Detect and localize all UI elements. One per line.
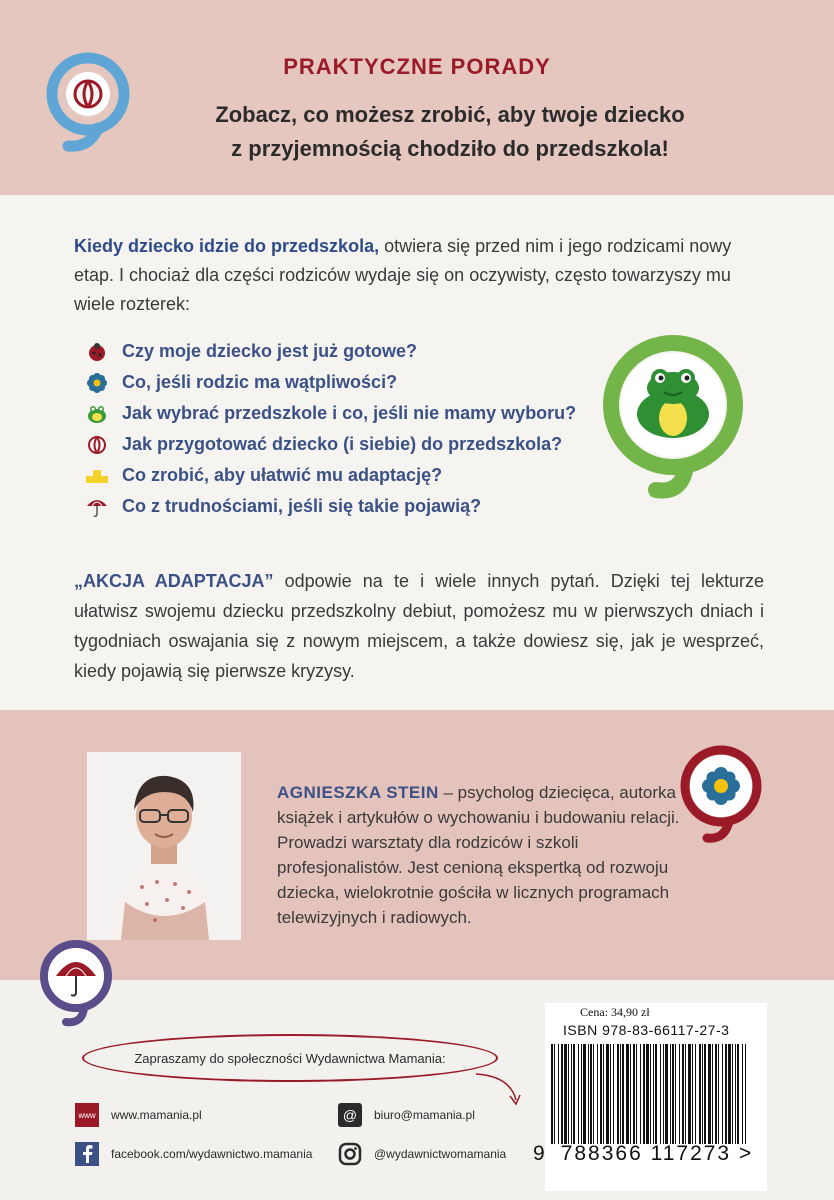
barcode-bar xyxy=(655,1044,657,1144)
author-bio xyxy=(277,780,697,930)
intro-text: otwiera się przed nim i jego rodzicami nowy etap. I chociaż dla części rodziców wydaje się on oczywisty, często towarzyszy mu wiele rozterek: xyxy=(74,236,732,314)
barcode-bar xyxy=(583,1044,586,1144)
flower-icon xyxy=(84,371,110,395)
barcode-bar xyxy=(581,1044,582,1144)
barcode-bar xyxy=(622,1044,624,1144)
umbrella-icon xyxy=(84,495,110,519)
lead-title: „AKCJA ADAPTACJA” xyxy=(74,571,274,591)
instagram-link[interactable]: @wydawnictwomamania xyxy=(338,1142,506,1166)
price-label: Cena: 34,90 zł xyxy=(580,1005,650,1019)
barcode-bar xyxy=(571,1044,572,1144)
barcode-bar xyxy=(695,1044,696,1144)
header-subtitle: Zobacz, co możesz zrobić, aby twoje dziecko z przyjemnością chodziło do przedszkola! xyxy=(215,102,685,161)
blocks-icon xyxy=(84,464,110,488)
barcode-bar xyxy=(670,1044,671,1144)
barcode-bar xyxy=(699,1044,701,1144)
lead-text: odpowie na te i wiele innych pytań. Dzięki tej lekturze ułatwisz swojemu dziecku przedszkolny debiut, pomożesz mu w pierwszych dniach i tygodniach oswajania się z nowym miejscem, a także dowiesz się, jak je wesprzeć, kiedy pojawią się pierwsze kryzysy. xyxy=(74,571,764,681)
list-item: Jak przygotować dziecko (i siebie) do przedszkola? xyxy=(84,429,576,460)
intro-paragraph xyxy=(74,232,754,319)
barcode-bar xyxy=(718,1044,719,1144)
www-icon: www xyxy=(75,1103,99,1127)
barcode-bar xyxy=(561,1044,563,1144)
barcode-bar xyxy=(630,1044,631,1144)
barcode-bar xyxy=(660,1044,661,1144)
facebook-link[interactable]: facebook.com/wydawnictwo.mamania xyxy=(75,1142,312,1166)
list-item: Co zrobić, aby ułatwić mu adaptację? xyxy=(84,460,576,491)
barcode-bar xyxy=(610,1044,611,1144)
email-link[interactable]: @ biuro@mamania.pl xyxy=(338,1103,475,1127)
barcode-bar xyxy=(725,1044,727,1144)
author-name: AGNIESZKA STEIN xyxy=(277,783,439,802)
list-item: Jak wybrać przedszkole i co, jeśli nie mamy wyboru? xyxy=(84,398,576,429)
barcode-bar xyxy=(640,1044,641,1144)
barcode-bar xyxy=(685,1044,686,1144)
barcode-bar xyxy=(626,1044,629,1144)
barcode-bar xyxy=(593,1044,594,1144)
intro-lead: Kiedy dziecko idzie do przedszkola, xyxy=(74,236,380,256)
list-item: Co z trudnościami, jeśli się takie pojawią? xyxy=(84,491,576,522)
barcode-bar xyxy=(663,1044,664,1144)
ball-icon xyxy=(84,433,110,457)
barcode-bar xyxy=(633,1044,635,1144)
website-link[interactable]: www www.mamania.pl xyxy=(75,1103,202,1127)
frog-icon xyxy=(84,402,110,426)
barcode-bar xyxy=(715,1044,717,1144)
barcode-bar xyxy=(590,1044,592,1144)
section-title: PRAKTYCZNE PORADY xyxy=(283,54,551,79)
facebook-icon xyxy=(75,1142,99,1166)
barcode-bar xyxy=(722,1044,723,1144)
barcode-bar xyxy=(578,1044,579,1144)
author-bio-text: – psycholog dziecięca, autorka książek i artykułów o wychowaniu i budowaniu relacji. Prowadzi warsztaty dla rodziców i szkoli profesjonalistów. Jest cenioną ekspertką od rozwoju dziecka, wielokrotnie gościła w licznych programach telewizyjnych i radiowych. xyxy=(277,783,680,927)
barcode-bar xyxy=(573,1044,575,1144)
barcode-bar xyxy=(702,1044,703,1144)
community-invitation: Zapraszamy do społeczności Wydawnictwa Mamania: xyxy=(82,1034,498,1082)
barcode-bar xyxy=(568,1044,569,1144)
barcode-bar xyxy=(679,1044,680,1144)
barcode-bar xyxy=(745,1044,746,1144)
question-list xyxy=(84,336,576,522)
q-flower-badge-icon xyxy=(677,742,767,844)
list-item: Czy moje dziecko jest już gotowe? xyxy=(84,336,576,367)
barcode-bar xyxy=(588,1044,589,1144)
barcode-bar xyxy=(613,1044,614,1144)
barcode-bar xyxy=(728,1044,731,1144)
author-photo xyxy=(87,752,241,940)
q-frog-badge-icon xyxy=(598,330,748,500)
barcode-bar xyxy=(558,1044,559,1144)
instagram-icon xyxy=(338,1142,362,1166)
barcode-bar xyxy=(692,1044,693,1144)
lead-paragraph xyxy=(74,566,764,686)
barcode-bar xyxy=(675,1044,676,1144)
barcode-bar xyxy=(742,1044,743,1144)
barcode-bar xyxy=(643,1044,645,1144)
q-umbrella-badge-icon xyxy=(38,936,118,1028)
barcode-bar xyxy=(737,1044,739,1144)
barcode-bar xyxy=(650,1044,651,1144)
barcode-bar xyxy=(682,1044,684,1144)
barcode-bar xyxy=(551,1044,553,1144)
barcode-bar xyxy=(732,1044,733,1144)
barcode-bar xyxy=(665,1044,668,1144)
barcode-bar xyxy=(600,1044,602,1144)
barcode-bar xyxy=(688,1044,691,1144)
barcode-bar xyxy=(712,1044,713,1144)
list-item: Co, jeśli rodzic ma wątpliwości? xyxy=(84,367,576,398)
barcode-bar xyxy=(603,1044,604,1144)
barcode-bar xyxy=(597,1044,598,1144)
ladybug-icon xyxy=(84,340,110,364)
barcode-bar xyxy=(653,1044,654,1144)
barcode-bar xyxy=(620,1044,621,1144)
barcode-bar xyxy=(554,1044,555,1144)
barcode-bar xyxy=(646,1044,649,1144)
at-sign-icon: @ xyxy=(338,1103,362,1127)
barcode-bar xyxy=(735,1044,736,1144)
barcode-bars xyxy=(551,1044,751,1144)
arrow-icon xyxy=(470,1070,530,1110)
barcode-digits: 9 788366 117273 > xyxy=(533,1142,754,1165)
barcode-bar xyxy=(708,1044,711,1144)
barcode-bar xyxy=(636,1044,637,1144)
barcode-bar xyxy=(564,1044,567,1144)
barcode-bar xyxy=(606,1044,609,1144)
isbn-label: ISBN 978-83-66117-27-3 xyxy=(563,1022,730,1038)
barcode-bar xyxy=(617,1044,619,1144)
barcode-bar xyxy=(704,1044,706,1144)
barcode-bar xyxy=(672,1044,674,1144)
